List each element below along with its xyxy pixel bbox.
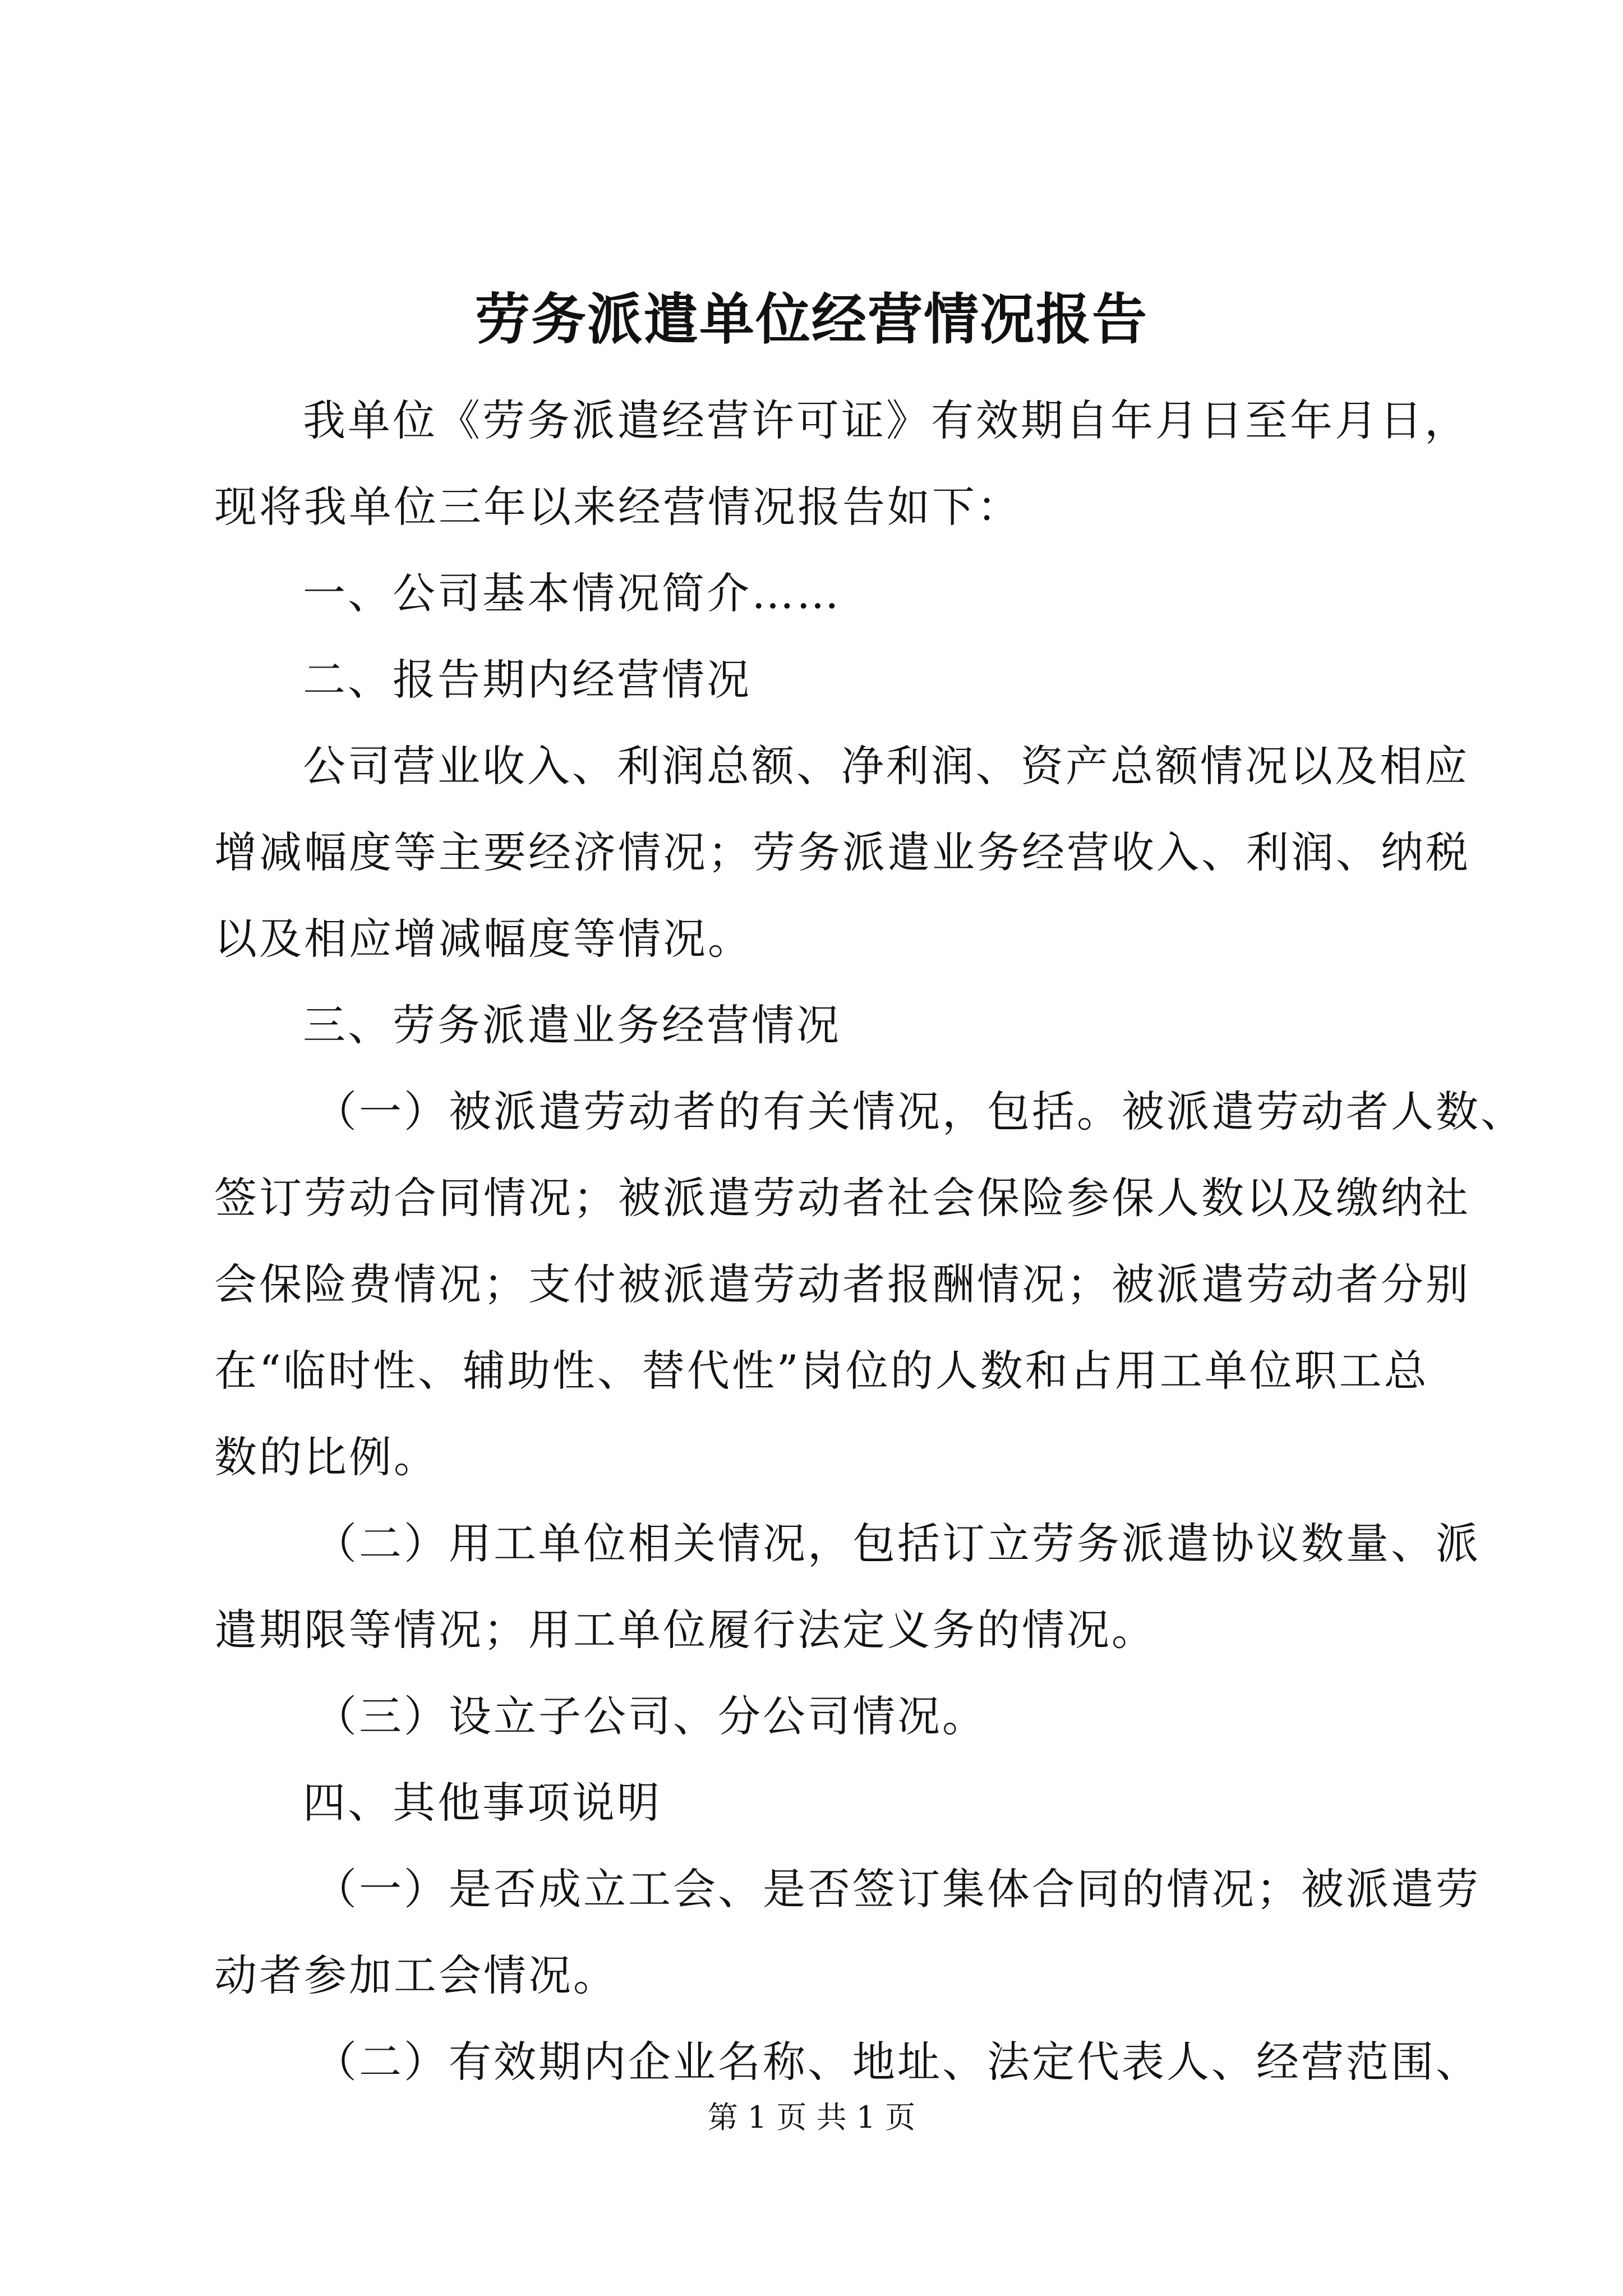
section-heading: 四、其他事项说明 [303, 1778, 662, 1828]
paragraph-line: 我单位《劳务派遣经营许可证》有效期自年月日至年月日， [303, 395, 1469, 445]
paragraph-line: 公司营业收入、利润总额、净利润、资产总额情况以及相应 [303, 741, 1469, 791]
section-heading: 一、公司基本情况简介…… [303, 568, 841, 618]
paragraph-line: 现将我单位三年以来经营情况报告如下： [214, 482, 1022, 532]
document-body [214, 378, 1525, 2105]
paragraph-line: 数的比例。 [214, 1432, 439, 1482]
paragraph-line: （一）是否成立工会、是否签订集体合同的情况；被派遣劳 [314, 1864, 1481, 1914]
paragraph-line: （三）设立子公司、分公司情况。 [314, 1691, 987, 1741]
paragraph-line: 签订劳动合同情况；被派遣劳动者社会保险参保人数以及缴纳社 [214, 1173, 1470, 1223]
document-title: 劳务派遣单位经营情况报告 [474, 287, 1148, 352]
paragraph-line: 会保险费情况；支付被派遣劳动者报酬情况；被派遣劳动者分别 [214, 1259, 1470, 1309]
paragraph-line: 动者参加工会情况。 [214, 1950, 618, 2000]
paragraph-line: （一）被派遣劳动者的有关情况，包括。被派遣劳动者人数、 [314, 1087, 1525, 1137]
page-number: 第 1 页 共 1 页 [707, 2100, 916, 2135]
paragraph-line: 以及相应增减幅度等情况。 [214, 914, 753, 964]
section-heading: 二、报告期内经营情况 [303, 655, 751, 705]
section-heading: 三、劳务派遣业务经营情况 [303, 1000, 841, 1050]
paragraph-line: （二）有效期内企业名称、地址、法定代表人、经营范围、 [314, 2037, 1481, 2087]
paragraph-line: （二）用工单位相关情况，包括订立劳务派遣协议数量、派 [314, 1519, 1481, 1568]
paragraph-line: 遣期限等情况；用工单位履行法定义务的情况。 [214, 1605, 1156, 1655]
paragraph-line: 增减幅度等主要经济情况；劳务派遣业务经营收入、利润、纳税 [214, 827, 1470, 877]
paragraph-line: 在“临时性、辅助性、替代性”岗位的人数和占用工单位职工总 [214, 1346, 1429, 1396]
